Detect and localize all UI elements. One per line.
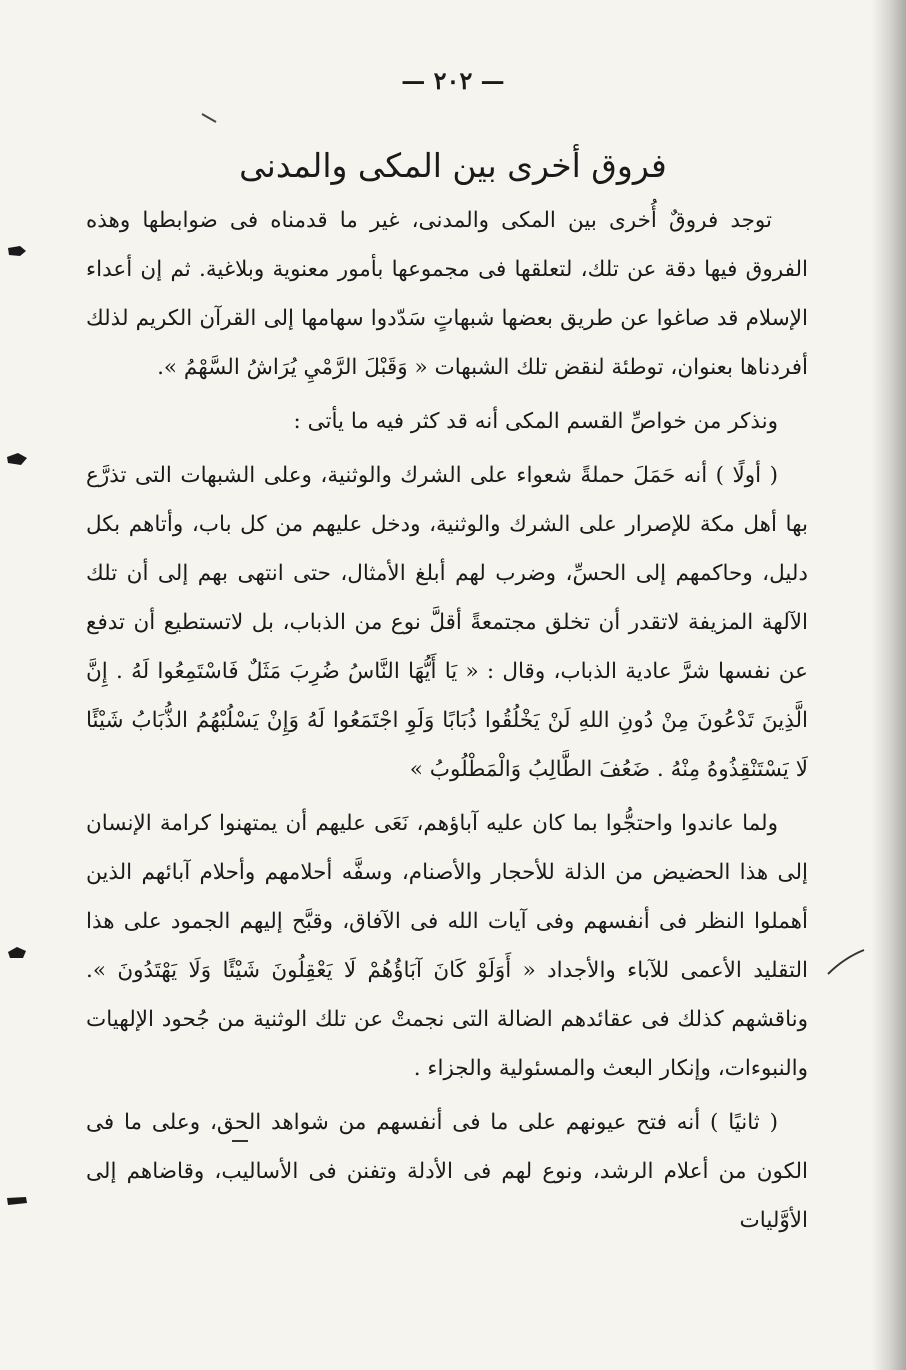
pen-stroke-icon	[200, 112, 220, 126]
paragraph-ancestors: ولما عاندوا واحتجُّوا بما كان عليه آباؤهم، نَعَى عليهم أن يمتهنوا كرامة الإنسان إلى هذا الحضيض من الذلة للأحجار والأصنام، وسفَّه أحلامهم وأحلام آبائهم الذين أهملوا النظر فى أنفسهم وفى آيات الله فى الآفاق، وقبَّح إليهم الجمود على هذا التقليد الأعمى للآباء والأجداد « أَوَلَوْ كَانَ آبَاؤُهُمْ لَا يَعْقِلُونَ شَيْئًا وَلَا يَهْتَدُونَ ». وناقشهم كذلك فى عقائدهم الضالة التى نجمتْ عن تلك الوثنية من جُحود الإلهيات والنبوءات، وإنكار البعث والمسئولية والجزاء .	[86, 811, 808, 1081]
section-heading: فروق أخرى بين المكى والمدنى	[239, 146, 667, 185]
margin-mark-icon	[6, 452, 28, 466]
margin-mark-icon	[6, 946, 28, 960]
paragraph-meccan-traits: ونذكر من خواصِّ القسم المكى أنه قد كثر فيه ما يأتى :	[293, 409, 778, 434]
scan-shadow-edge	[872, 0, 906, 1370]
page-number: — ٢٠٢ —	[401, 66, 505, 95]
pen-stroke-icon	[826, 948, 866, 978]
margin-mark-icon	[6, 244, 28, 258]
body-text	[86, 196, 808, 1250]
paragraph-second-point: ( ثانيًا ) أنه فتح عيونهم على ما فى أنفسهم من شواهد الحق، وعلى ما فى الكون من أعلام الرشد، ونوع لهم فى الأدلة وتفنن فى الأساليب، وقاضاهم إلى الأوَّليات	[86, 1110, 808, 1233]
paragraph-first-point: ( أولًا ) أنه حَمَلَ حملةً شعواء على الشرك والوثنية، وعلى الشبهات التى تذرَّع بها أهل مكة للإصرار على الشرك والوثنية، ودخل عليهم من كل باب، وأتاهم بكل دليل، وحاكمهم إلى الحسِّ، وضرب لهم أبلغ الأمثال، حتى انتهى بهم إلى أن تلك الآلهة المزيفة لاتقدر أن تخلق مجتمعةً أقلَّ نوع من الذباب، بل لاتستطيع أن تدفع عن نفسها شرَّ عادية الذباب، وقال : « يَا أَيُّهَا النَّاسُ ضُرِبَ مَثَلٌ فَاسْتَمِعُوا لَهُ . إِنَّ الَّذِينَ تَدْعُونَ مِنْ دُونِ اللهِ لَنْ يَخْلُقُوا ذُبَابًا وَلَوِ اجْتَمَعُوا لَهُ وَإِنْ يَسْلُبْهُمُ الذُّبَابُ شَيْئًا لَا يَسْتَنْقِذُوهُ مِنْهُ . ضَعُفَ الطَّالِبُ وَالْمَطْلُوبُ »	[86, 463, 808, 782]
paragraph-intro: توجد فروقٌ أُخرى بين المكى والمدنى، غير ما قدمناه فى ضوابطها وهذه الفروق فيها دقة عن تلك، لتعلقها فى مجموعها بأمور معنوية وبلاغية. ثم إن أعداء الإسلام قد صاغوا عن طريق بعضها شبهاتٍ سَدّدوا سهامها إلى القرآن الكريم لذلك أفردناها بعنوان، توطئة لنقض تلك الشبهات « وَقَبْلَ الرَّمْيِ يُرَاشُ السَّهْمُ ».	[86, 208, 808, 380]
pen-stroke-icon	[230, 1138, 250, 1144]
margin-mark-icon	[6, 1194, 28, 1208]
